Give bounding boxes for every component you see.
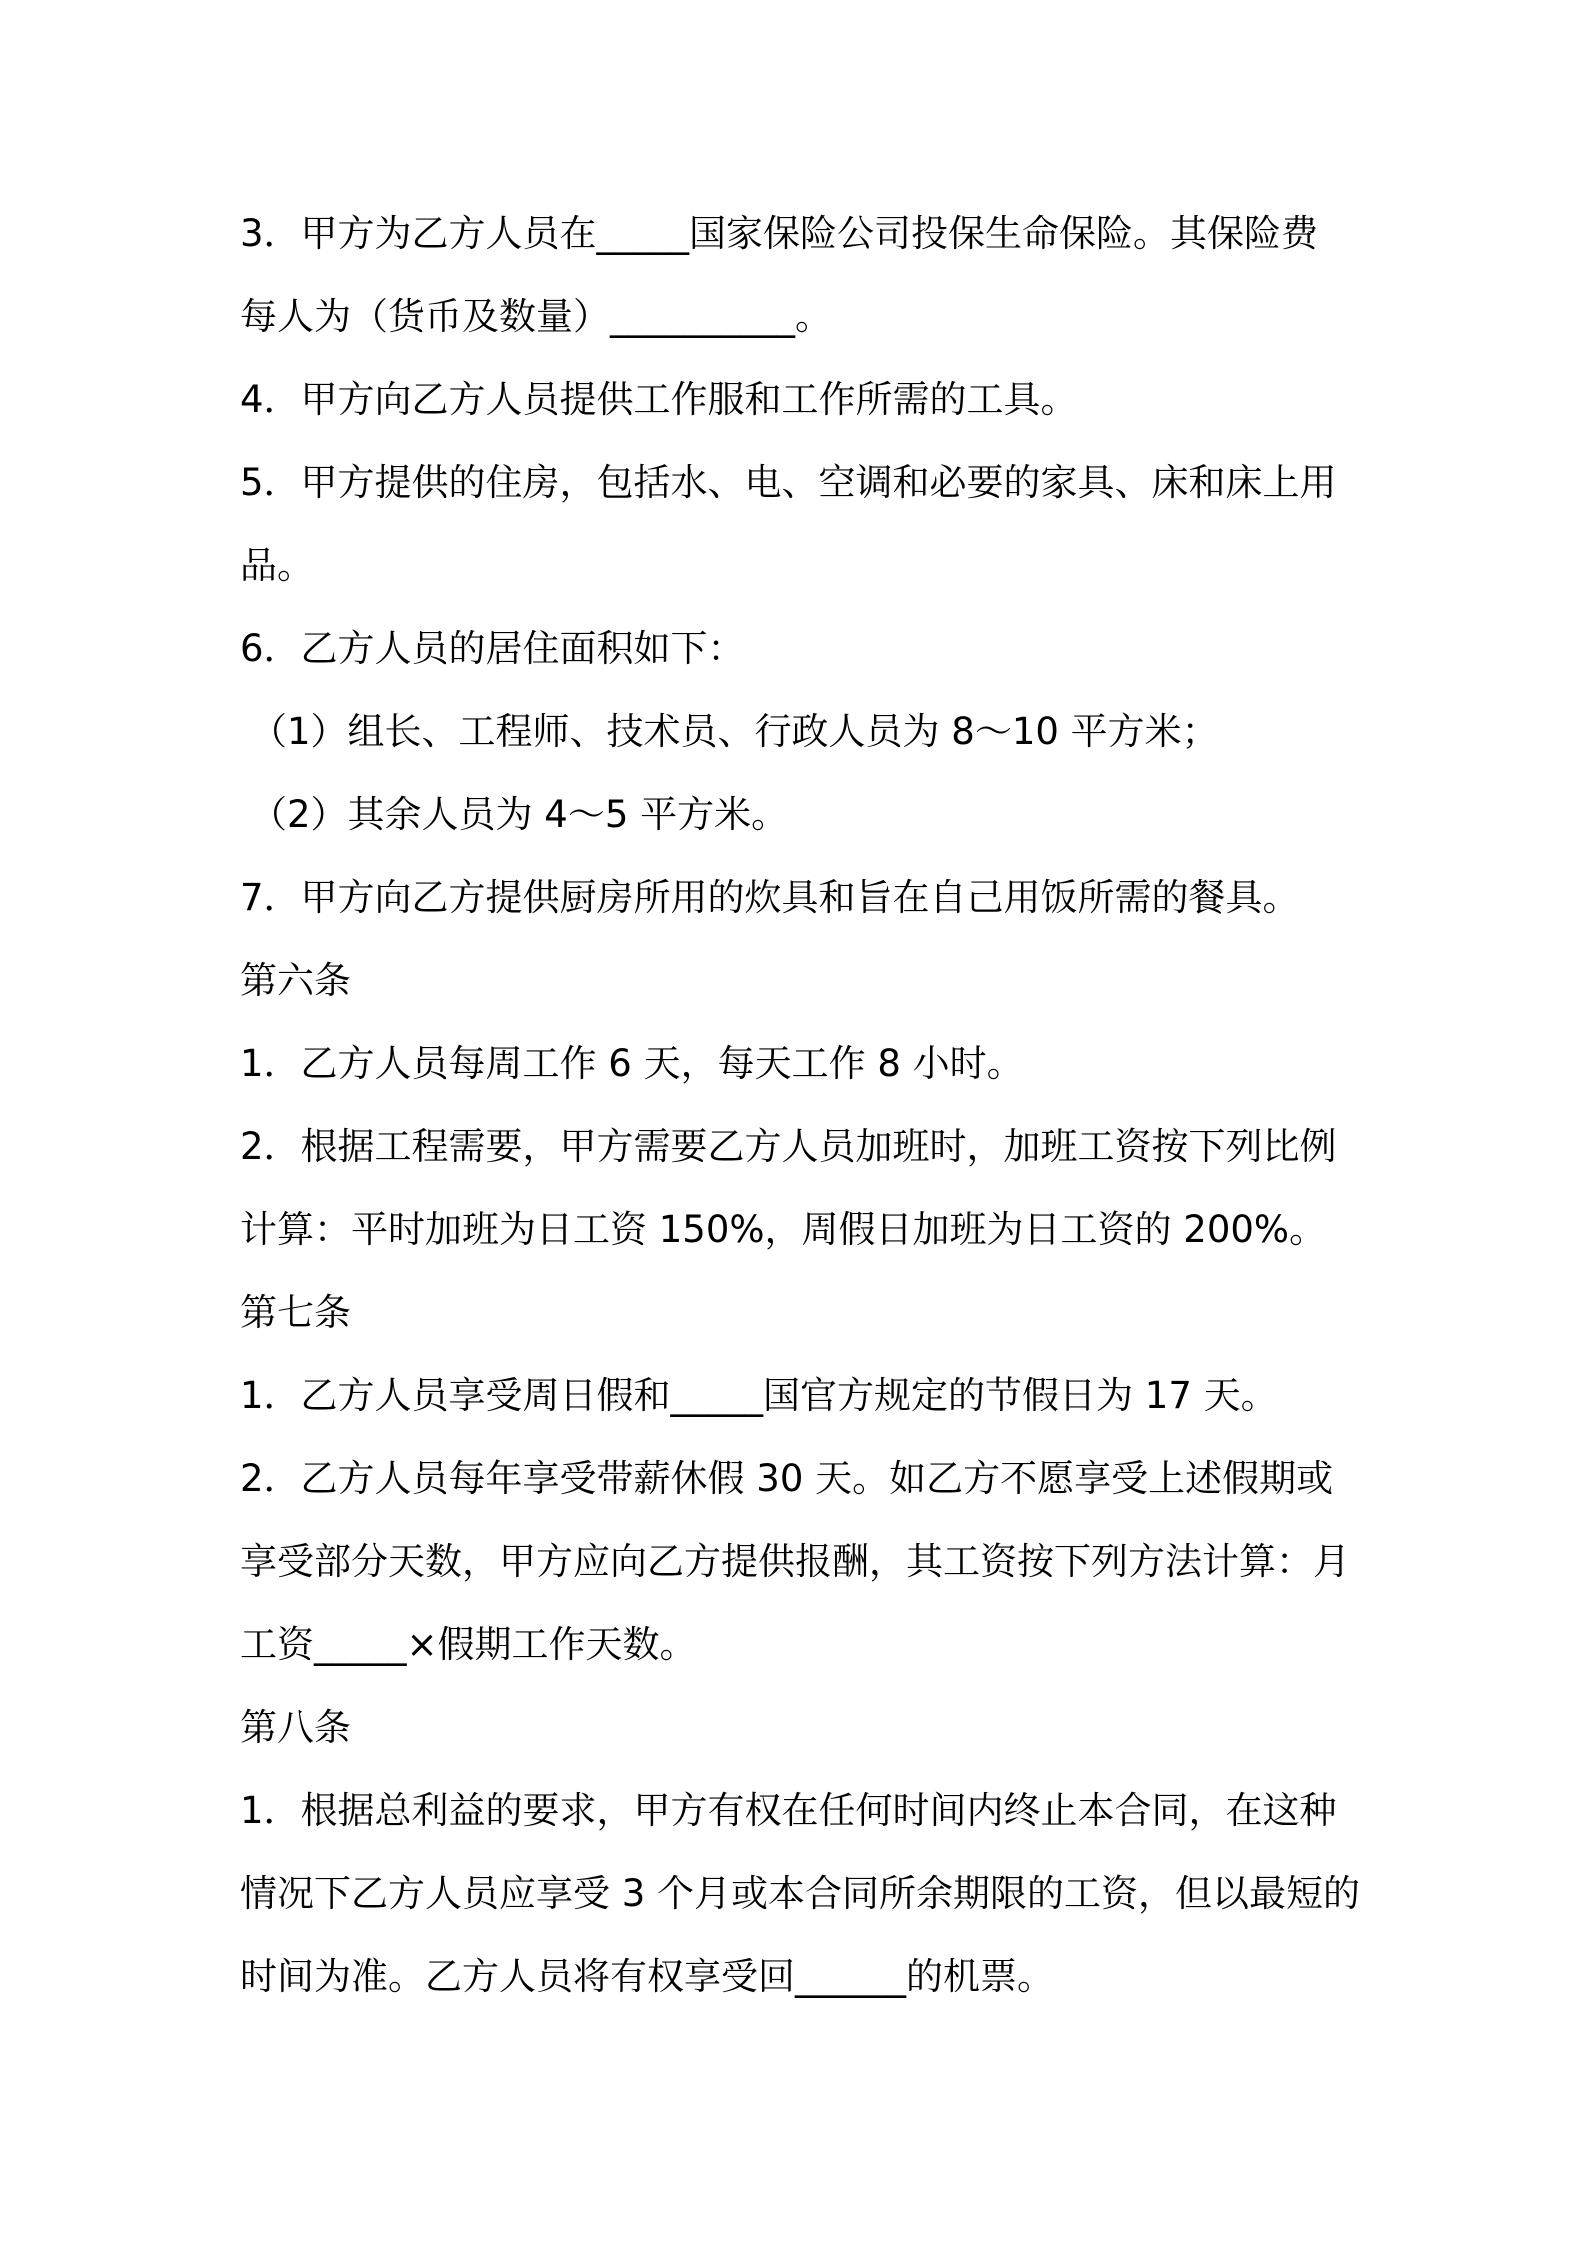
clause-6-item-1: 1．乙方人员每周工作 6 天，每天工作 8 小时。: [240, 1042, 1024, 1085]
clause-5-item-3-line-1: 3．甲方为乙方人员在_____国家保险公司投保生命保险。其保险费: [240, 212, 1319, 255]
clause-5-item-7: 7．甲方向乙方提供厨房所用的炊具和旨在自己用饭所需的餐具。: [240, 876, 1300, 919]
clause-8-item-1-line-3: 时间为准。乙方人员将有权享受回______的机票。: [240, 1955, 1054, 1998]
document-body: [240, 192, 1360, 2018]
clause-7-item-1: 1．乙方人员享受周日假和_____国官方规定的节假日为 17 天。: [240, 1374, 1278, 1417]
clause-5-item-4: 4．甲方向乙方人员提供工作服和工作所需的工具。: [240, 378, 1078, 421]
clause-5-item-5-line-1: 5．甲方提供的住房，包括水、电、空调和必要的家具、床和床上用: [240, 461, 1337, 504]
clause-6-item-2-line-2: 计算：平时加班为日工资 150%，周假日加班为日工资的 200%。: [240, 1208, 1327, 1251]
clause-7-heading: 第七条: [240, 1291, 351, 1334]
clause-5-item-6: 6．乙方人员的居住面积如下：: [240, 627, 745, 670]
clause-6-heading: 第六条: [240, 959, 351, 1002]
clause-5-item-5-line-2: 品。: [240, 544, 314, 587]
clause-6-item-2-line-1: 2．根据工程需要，甲方需要乙方人员加班时，加班工资按下列比例: [240, 1125, 1337, 1168]
clause-8-item-1-line-2: 情况下乙方人员应享受 3 个月或本合同所余期限的工资，但以最短的: [240, 1872, 1361, 1915]
clause-7-item-2-line-2: 享受部分天数，甲方应向乙方提供报酬，其工资按下列方法计算：月: [240, 1540, 1350, 1583]
clause-5-item-6-sub-1: （1）组长、工程师、技术员、行政人员为 8～10 平方米；: [250, 710, 1219, 753]
clause-8-item-1-line-1: 1．根据总利益的要求，甲方有权在任何时间内终止本合同，在这种: [240, 1789, 1337, 1832]
clause-7-item-2-line-3: 工资_____×假期工作天数。: [240, 1623, 697, 1666]
clause-8-heading: 第八条: [240, 1706, 351, 1749]
clause-7-item-2-line-1: 2．乙方人员每年享受带薪休假 30 天。如乙方不愿享受上述假期或: [240, 1457, 1334, 1500]
clause-5-item-6-sub-2: （2）其余人员为 4～5 平方米。: [250, 793, 789, 836]
clause-5-item-3-line-2: 每人为（货币及数量）__________。: [240, 295, 832, 338]
